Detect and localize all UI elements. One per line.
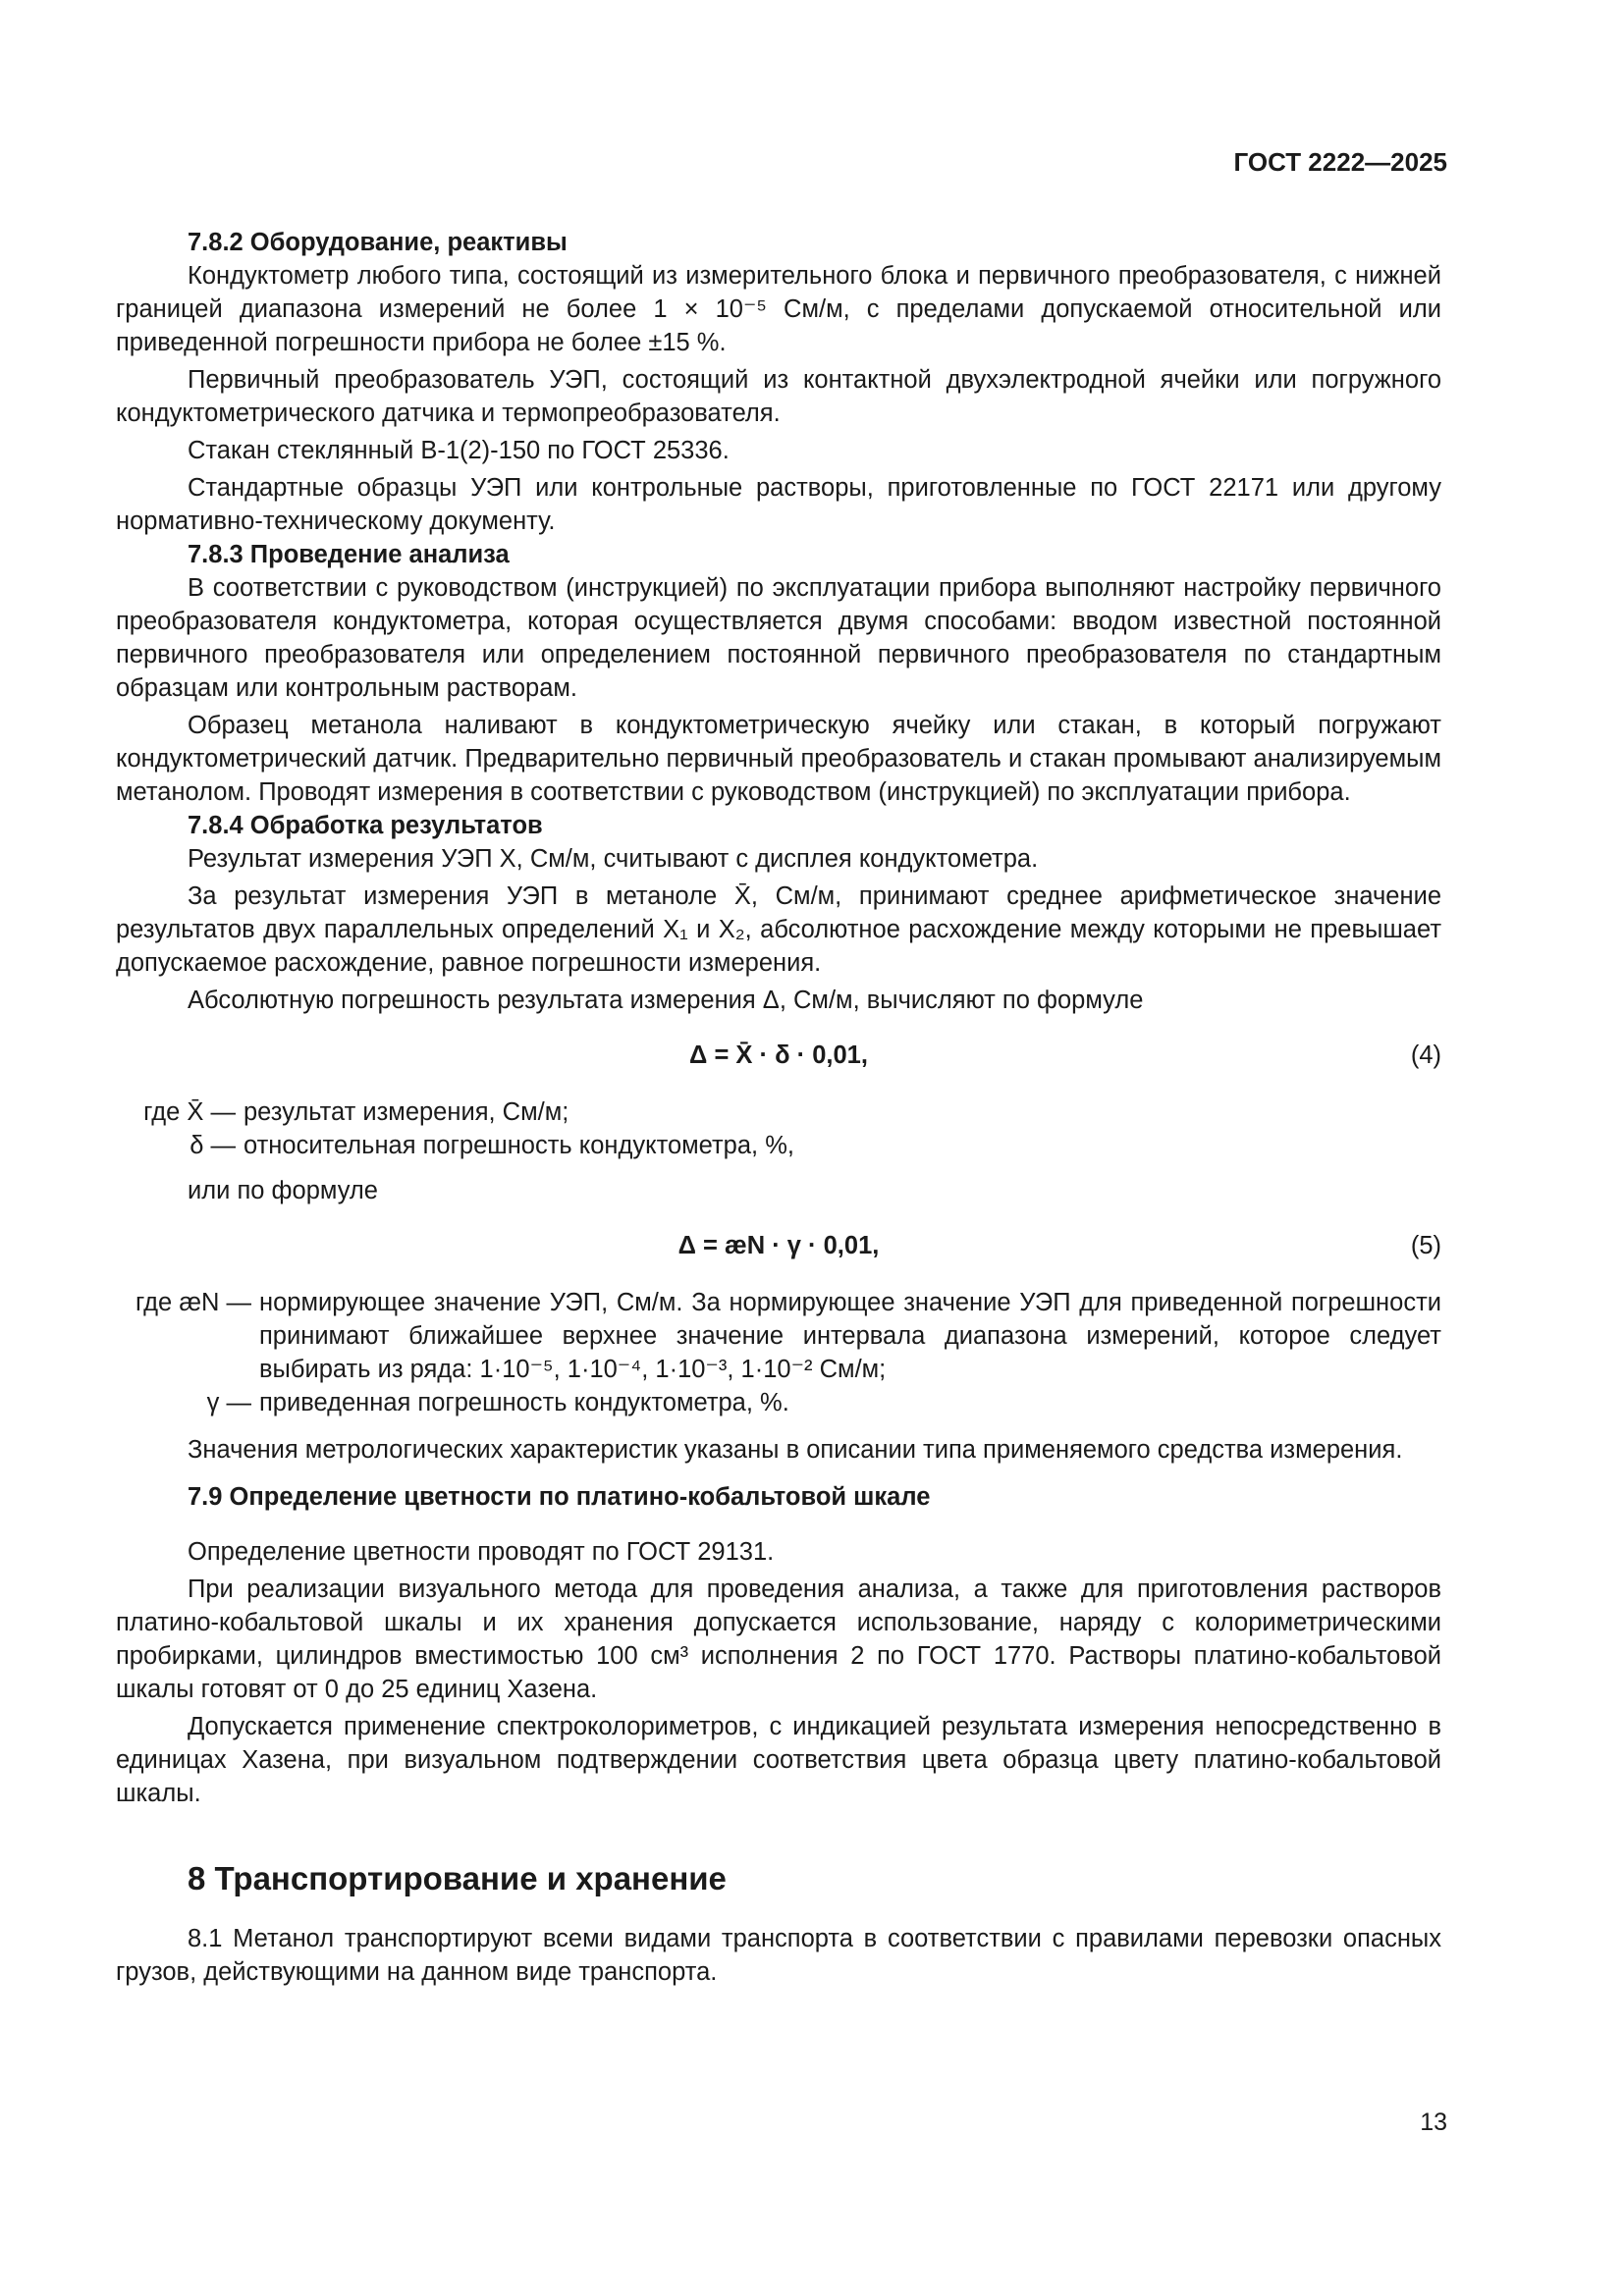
paragraph: Первичный преобразователь УЭП, состоящий из контактной двухэлектродной ячейки или погружного кондуктометрического датчика и термопреобразователя. <box>116 366 1441 427</box>
where-definition: относительная погрешность кондуктометра, %, <box>244 1132 794 1159</box>
where-definition: нормирующее значение УЭП, См/м. За нормирующее значение УЭП для приведенной погрешности принимают ближайшее верхнее значение интервала диапазона измерений, которое следует выбирать из ряда: 1·10⁻⁵, 1·10⁻⁴, 1·10⁻³, 1·10⁻² См/м; <box>259 1289 1441 1383</box>
section-heading-7-8-3: 7.8.3 Проведение анализа <box>188 541 510 568</box>
section-heading-8: 8 Транспортирование и хранение <box>188 1860 727 1896</box>
formula-5 <box>116 1229 1441 1262</box>
where-item <box>116 1386 1441 1419</box>
formula-4-number: (4) <box>1410 1041 1441 1069</box>
paragraph: или по формуле <box>188 1177 378 1204</box>
paragraph: Кондуктометр любого типа, состоящий из измерительного блока и первичного преобразователя, с нижней границей диапазона измерений не более 1 × 10⁻⁵ См/м, с пределами допускаемой относительной или приведенной погрешности прибора не более ±15 %. <box>116 262 1441 356</box>
paragraph: За результат измерения УЭП в метаноле X̄, См/м, принимают среднее арифметическое значение результатов двух параллельных определений X₁ и X₂, абсолютное расхождение между которыми не превышает допускаемое расхождение, равное погрешности измерения. <box>116 882 1441 977</box>
paragraph: В соответствии с руководством (инструкцией) по эксплуатации прибора выполняют настройку первичного преобразователя кондуктометра, которая осуществляется двумя способами: вводом известной постоянной первичного преобразователя или определением постоянной первичного преобразователя по стандартным образцам или контрольным растворам. <box>116 574 1441 702</box>
formula-5-number: (5) <box>1410 1232 1441 1259</box>
where-item <box>116 1095 1441 1129</box>
paragraph: Значения метрологических характеристик указаны в описании типа применяемого средства измерения. <box>188 1436 1403 1464</box>
section-heading-7-8-4: 7.8.4 Обработка результатов <box>188 812 543 839</box>
paragraph: Стакан стеклянный В-1(2)-150 по ГОСТ 25336. <box>188 437 730 464</box>
paragraph: 8.1 Метанол транспортируют всеми видами транспорта в соответствии с правилами перевозки опасных грузов, действующими на данном виде транспорта. <box>116 1925 1441 1986</box>
paragraph: Образец метанола наливают в кондуктометрическую ячейку или стакан, в который погружают кондуктометрический датчик. Предварительно первичный преобразователь и стакан промывают анализируемым метанолом. Проводят измерения в соответствии с руководством (инструкцией) по эксплуатации прибора. <box>116 712 1441 806</box>
where-definition: приведенная погрешность кондуктометра, %. <box>259 1389 789 1416</box>
where-item <box>116 1129 1441 1162</box>
where-symbol: где æN — <box>135 1289 251 1316</box>
paragraph: Стандартные образцы УЭП или контрольные растворы, приготовленные по ГОСТ 22171 или другому нормативно-техническому документу. <box>116 474 1441 535</box>
document-code: ГОСТ 2222—2025 <box>1233 147 1447 177</box>
page-number: 13 <box>1420 2109 1447 2136</box>
formula-4 <box>116 1039 1441 1072</box>
section-heading-7-9: 7.9 Определение цветности по платино-кобальтовой шкале <box>188 1483 931 1511</box>
where-symbol: γ — <box>206 1389 251 1416</box>
where-symbol: δ — <box>189 1132 236 1159</box>
page-content <box>116 226 1441 1989</box>
section-heading-7-8-2: 7.8.2 Оборудование, реактивы <box>188 229 568 256</box>
where-symbol: где X̄ — <box>143 1098 236 1126</box>
paragraph: При реализации визуального метода для проведения анализа, а также для приготовления растворов платино-кобальтовой шкалы и их хранения допускается использование, наряду с колориметрическими пробирками, цилиндров вместимостью 100 см³ исполнения 2 по ГОСТ 1770. Растворы платино-кобальтовой шкалы готовят от 0 до 25 единиц Хазена. <box>116 1575 1441 1703</box>
paragraph: Результат измерения УЭП X, См/м, считывают с дисплея кондуктометра. <box>188 845 1039 873</box>
paragraph: Допускается применение спектроколориметров, с индикацией результата измерения непосредственно в единицах Хазена, при визуальном подтверждении соответствия цвета образца цвету платино-кобальтовой шкалы. <box>116 1713 1441 1807</box>
paragraph: Определение цветности проводят по ГОСТ 29131. <box>188 1538 775 1566</box>
paragraph: Абсолютную погрешность результата измерения Δ, См/м, вычисляют по формуле <box>188 987 1144 1014</box>
formula-4-expression: Δ = X̄ · δ · 0,01, <box>689 1041 868 1069</box>
formula-5-expression: Δ = æN · γ · 0,01, <box>677 1232 880 1259</box>
where-definition: результат измерения, См/м; <box>244 1098 569 1126</box>
where-item <box>116 1286 1441 1386</box>
